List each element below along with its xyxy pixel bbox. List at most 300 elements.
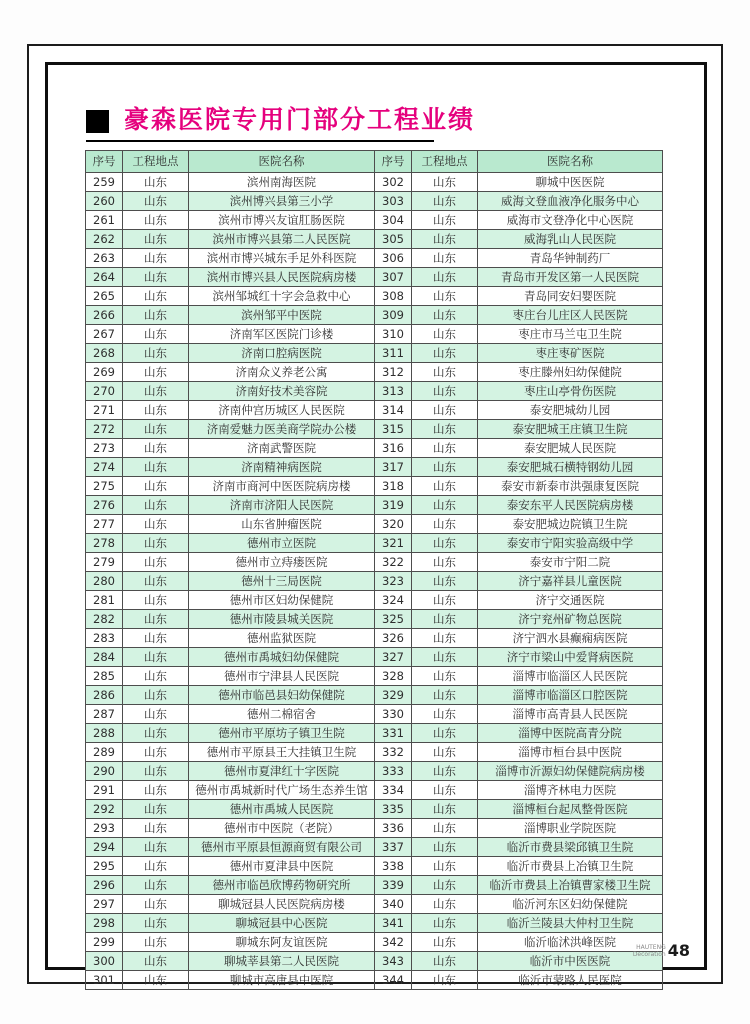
hospital-name-cell: 聊城冠县人民医院病房楼 — [189, 895, 375, 914]
hospital-name-cell: 德州市平原坊子镇卫生院 — [189, 724, 375, 743]
table-row — [86, 838, 663, 857]
serial-cell: 300 — [86, 952, 123, 971]
serial-cell: 293 — [86, 819, 123, 838]
serial-cell: 298 — [86, 914, 123, 933]
hospital-name-cell: 聊城莘县第二人民医院 — [189, 952, 375, 971]
table-row — [86, 876, 663, 895]
hospital-name-cell: 青岛市开发区第一人民医院 — [478, 268, 663, 287]
serial-cell: 335 — [375, 800, 412, 819]
serial-cell: 307 — [375, 268, 412, 287]
location-cell: 山东 — [123, 781, 189, 800]
hospital-name-cell: 枣庄枣矿医院 — [478, 344, 663, 363]
table-row — [86, 800, 663, 819]
location-cell: 山东 — [123, 249, 189, 268]
serial-cell: 305 — [375, 230, 412, 249]
serial-cell: 299 — [86, 933, 123, 952]
table-body — [86, 173, 663, 990]
table-row — [86, 819, 663, 838]
hospital-name-cell: 济南精神病医院 — [189, 458, 375, 477]
hospital-name-cell: 威海市文登净化中心医院 — [478, 211, 663, 230]
hospital-name-cell: 德州市中医院（老院） — [189, 819, 375, 838]
hospital-name-cell: 临沂市费县上冶镇卫生院 — [478, 857, 663, 876]
serial-cell: 270 — [86, 382, 123, 401]
hospital-name-cell: 滨州市博兴城东手足外科医院 — [189, 249, 375, 268]
location-cell: 山东 — [412, 363, 478, 382]
location-cell: 山东 — [123, 971, 189, 990]
hospital-name-cell: 济宁交通医院 — [478, 591, 663, 610]
hospital-name-cell: 德州市禹城妇幼保健院 — [189, 648, 375, 667]
serial-cell: 296 — [86, 876, 123, 895]
table-row — [86, 344, 663, 363]
serial-cell: 264 — [86, 268, 123, 287]
serial-cell: 343 — [375, 952, 412, 971]
location-cell: 山东 — [412, 173, 478, 192]
location-cell: 山东 — [123, 458, 189, 477]
project-performance-table — [85, 150, 663, 990]
location-cell: 山东 — [412, 838, 478, 857]
table-row — [86, 743, 663, 762]
location-cell: 山东 — [123, 762, 189, 781]
title-square-bullet-icon — [86, 110, 109, 133]
table-row — [86, 857, 663, 876]
hospital-name-cell: 滨州博兴县第三小学 — [189, 192, 375, 211]
serial-cell: 316 — [375, 439, 412, 458]
page-number: 48 — [667, 941, 690, 960]
table-row — [86, 192, 663, 211]
location-cell: 山东 — [412, 876, 478, 895]
table-row — [86, 211, 663, 230]
location-cell: 山东 — [412, 933, 478, 952]
location-cell: 山东 — [412, 762, 478, 781]
serial-cell: 315 — [375, 420, 412, 439]
location-cell: 山东 — [412, 971, 478, 990]
location-cell: 山东 — [123, 648, 189, 667]
table-row — [86, 249, 663, 268]
hospital-name-cell: 淄博市桓台县中医院 — [478, 743, 663, 762]
serial-cell: 337 — [375, 838, 412, 857]
hospital-name-cell: 济南市济阳人民医院 — [189, 496, 375, 515]
location-cell: 山东 — [412, 344, 478, 363]
hospital-name-cell: 临沂兰陵县大仲村卫生院 — [478, 914, 663, 933]
table-row — [86, 477, 663, 496]
location-cell: 山东 — [412, 705, 478, 724]
table-row — [86, 781, 663, 800]
brand-line2: Decoration — [632, 950, 666, 958]
location-cell: 山东 — [123, 382, 189, 401]
hospital-name-cell: 临沂市费县梁邱镇卫生院 — [478, 838, 663, 857]
hospital-name-cell: 临沂市中医医院 — [478, 952, 663, 971]
hospital-name-cell: 济南口腔病医院 — [189, 344, 375, 363]
header-location-right: 工程地点 — [412, 151, 478, 173]
location-cell: 山东 — [412, 515, 478, 534]
location-cell: 山东 — [412, 724, 478, 743]
hospital-name-cell: 德州市平原县恒源商贸有限公司 — [189, 838, 375, 857]
location-cell: 山东 — [412, 781, 478, 800]
table-header-row — [86, 151, 663, 173]
location-cell: 山东 — [123, 895, 189, 914]
location-cell: 山东 — [123, 933, 189, 952]
location-cell: 山东 — [123, 173, 189, 192]
serial-cell: 331 — [375, 724, 412, 743]
table-row — [86, 971, 663, 990]
location-cell: 山东 — [123, 876, 189, 895]
hospital-name-cell: 淄博职业学院医院 — [478, 819, 663, 838]
hospital-name-cell: 德州市陵县城关医院 — [189, 610, 375, 629]
hospital-name-cell: 济南仲宫历城区人民医院 — [189, 401, 375, 420]
serial-cell: 284 — [86, 648, 123, 667]
hospital-name-cell: 济宁兖州矿物总医院 — [478, 610, 663, 629]
hospital-name-cell: 滨州市博兴友谊肛肠医院 — [189, 211, 375, 230]
hospital-name-cell: 德州市夏津红十字医院 — [189, 762, 375, 781]
location-cell: 山东 — [412, 686, 478, 705]
serial-cell: 313 — [375, 382, 412, 401]
table-row — [86, 914, 663, 933]
hospital-name-cell: 德州市禹城人民医院 — [189, 800, 375, 819]
header-hospital-right: 医院名称 — [478, 151, 663, 173]
hospital-name-cell: 滨州邹平中医院 — [189, 306, 375, 325]
table-row — [86, 439, 663, 458]
serial-cell: 318 — [375, 477, 412, 496]
location-cell: 山东 — [123, 800, 189, 819]
hospital-name-cell: 泰安肥城人民医院 — [478, 439, 663, 458]
hospital-name-cell: 淄博桓台起凤整骨医院 — [478, 800, 663, 819]
location-cell: 山东 — [123, 724, 189, 743]
serial-cell: 295 — [86, 857, 123, 876]
table-row — [86, 629, 663, 648]
serial-cell: 319 — [375, 496, 412, 515]
hospital-name-cell: 泰安东平人民医院病房楼 — [478, 496, 663, 515]
hospital-name-cell: 聊城市高唐县中医院 — [189, 971, 375, 990]
location-cell: 山东 — [123, 439, 189, 458]
location-cell: 山东 — [123, 192, 189, 211]
serial-cell: 277 — [86, 515, 123, 534]
table-row — [86, 458, 663, 477]
table-row — [86, 933, 663, 952]
serial-cell: 306 — [375, 249, 412, 268]
header-serial-right: 序号 — [375, 151, 412, 173]
location-cell: 山东 — [412, 382, 478, 401]
table-row — [86, 325, 663, 344]
hospital-name-cell: 德州监狱医院 — [189, 629, 375, 648]
table-row — [86, 496, 663, 515]
hospital-name-cell: 泰安肥城王庄镇卫生院 — [478, 420, 663, 439]
serial-cell: 301 — [86, 971, 123, 990]
serial-cell: 338 — [375, 857, 412, 876]
serial-cell: 344 — [375, 971, 412, 990]
table-row — [86, 287, 663, 306]
location-cell: 山东 — [123, 553, 189, 572]
serial-cell: 292 — [86, 800, 123, 819]
hospital-name-cell: 济宁市梁山中爱肾病医院 — [478, 648, 663, 667]
location-cell: 山东 — [412, 230, 478, 249]
serial-cell: 297 — [86, 895, 123, 914]
location-cell: 山东 — [123, 287, 189, 306]
location-cell: 山东 — [123, 515, 189, 534]
location-cell: 山东 — [123, 629, 189, 648]
serial-cell: 268 — [86, 344, 123, 363]
serial-cell: 281 — [86, 591, 123, 610]
hospital-name-cell: 泰安市宁阳实验高级中学 — [478, 534, 663, 553]
serial-cell: 308 — [375, 287, 412, 306]
hospital-name-cell: 泰安肥城幼儿园 — [478, 401, 663, 420]
hospital-name-cell: 德州市立痔瘘医院 — [189, 553, 375, 572]
location-cell: 山东 — [412, 667, 478, 686]
serial-cell: 320 — [375, 515, 412, 534]
serial-cell: 283 — [86, 629, 123, 648]
serial-cell: 290 — [86, 762, 123, 781]
table-row — [86, 952, 663, 971]
hospital-name-cell: 泰安市新泰市洪强康复医院 — [478, 477, 663, 496]
hospital-name-cell: 聊城冠县中心医院 — [189, 914, 375, 933]
hospital-name-cell: 威海乳山人民医院 — [478, 230, 663, 249]
location-cell: 山东 — [123, 268, 189, 287]
location-cell: 山东 — [412, 306, 478, 325]
serial-cell: 279 — [86, 553, 123, 572]
serial-cell: 326 — [375, 629, 412, 648]
hospital-name-cell: 济南好技术美容院 — [189, 382, 375, 401]
table-row — [86, 363, 663, 382]
location-cell: 山东 — [412, 743, 478, 762]
hospital-name-cell: 德州市临邑县妇幼保健院 — [189, 686, 375, 705]
table-row — [86, 724, 663, 743]
location-cell: 山东 — [123, 211, 189, 230]
hospital-name-cell: 山东省肿瘤医院 — [189, 515, 375, 534]
serial-cell: 259 — [86, 173, 123, 192]
location-cell: 山东 — [123, 230, 189, 249]
hospital-name-cell: 淄博中医院高青分院 — [478, 724, 663, 743]
hospital-name-cell: 淄博齐林电力医院 — [478, 781, 663, 800]
location-cell: 山东 — [412, 648, 478, 667]
serial-cell: 272 — [86, 420, 123, 439]
serial-cell: 309 — [375, 306, 412, 325]
serial-cell: 267 — [86, 325, 123, 344]
serial-cell: 329 — [375, 686, 412, 705]
location-cell: 山东 — [412, 800, 478, 819]
hospital-name-cell: 滨州南海医院 — [189, 173, 375, 192]
hospital-name-cell: 聊城中医医院 — [478, 173, 663, 192]
location-cell: 山东 — [412, 819, 478, 838]
hospital-name-cell: 德州市平原县王大挂镇卫生院 — [189, 743, 375, 762]
hospital-name-cell: 临沂河东区妇幼保健院 — [478, 895, 663, 914]
hospital-name-cell: 淄博市沂源妇幼保健院病房楼 — [478, 762, 663, 781]
hospital-name-cell: 青岛华钟制药厂 — [478, 249, 663, 268]
serial-cell: 273 — [86, 439, 123, 458]
table-row — [86, 591, 663, 610]
table-row — [86, 173, 663, 192]
table-row — [86, 306, 663, 325]
hospital-name-cell: 德州市区妇幼保健院 — [189, 591, 375, 610]
serial-cell: 286 — [86, 686, 123, 705]
location-cell: 山东 — [412, 287, 478, 306]
table-row — [86, 382, 663, 401]
serial-cell: 332 — [375, 743, 412, 762]
title-block — [86, 100, 475, 136]
serial-cell: 325 — [375, 610, 412, 629]
table-row — [86, 686, 663, 705]
hospital-name-cell: 泰安肥城边院镇卫生院 — [478, 515, 663, 534]
page-footer — [598, 941, 690, 960]
serial-cell: 336 — [375, 819, 412, 838]
location-cell: 山东 — [123, 743, 189, 762]
location-cell: 山东 — [123, 914, 189, 933]
location-cell: 山东 — [123, 686, 189, 705]
hospital-name-cell: 德州市临邑欣博药物研究所 — [189, 876, 375, 895]
header-location-left: 工程地点 — [123, 151, 189, 173]
table-row — [86, 762, 663, 781]
header-hospital-left: 医院名称 — [189, 151, 375, 173]
location-cell: 山东 — [123, 401, 189, 420]
serial-cell: 266 — [86, 306, 123, 325]
hospital-name-cell: 德州市立医院 — [189, 534, 375, 553]
serial-cell: 275 — [86, 477, 123, 496]
location-cell: 山东 — [412, 857, 478, 876]
serial-cell: 260 — [86, 192, 123, 211]
location-cell: 山东 — [123, 496, 189, 515]
table-row — [86, 553, 663, 572]
hospital-name-cell: 临沂市蒙路人民医院 — [478, 971, 663, 990]
title-underline — [86, 140, 434, 142]
location-cell: 山东 — [412, 610, 478, 629]
hospital-name-cell: 德州二棉宿舍 — [189, 705, 375, 724]
location-cell: 山东 — [412, 325, 478, 344]
serial-cell: 317 — [375, 458, 412, 477]
serial-cell: 261 — [86, 211, 123, 230]
serial-cell: 333 — [375, 762, 412, 781]
location-cell: 山东 — [123, 857, 189, 876]
location-cell: 山东 — [123, 952, 189, 971]
table-row — [86, 610, 663, 629]
location-cell: 山东 — [412, 401, 478, 420]
location-cell: 山东 — [123, 572, 189, 591]
serial-cell: 304 — [375, 211, 412, 230]
hospital-name-cell: 淄博市高青县人民医院 — [478, 705, 663, 724]
serial-cell: 340 — [375, 895, 412, 914]
serial-cell: 314 — [375, 401, 412, 420]
serial-cell: 327 — [375, 648, 412, 667]
hospital-name-cell: 泰安市宁阳二院 — [478, 553, 663, 572]
location-cell: 山东 — [123, 306, 189, 325]
location-cell: 山东 — [412, 477, 478, 496]
table-row — [86, 420, 663, 439]
location-cell: 山东 — [123, 363, 189, 382]
location-cell: 山东 — [123, 819, 189, 838]
hospital-name-cell: 滨州市博兴县人民医院病房楼 — [189, 268, 375, 287]
serial-cell: 302 — [375, 173, 412, 192]
hospital-name-cell: 青岛同安妇婴医院 — [478, 287, 663, 306]
table-row — [86, 230, 663, 249]
location-cell: 山东 — [412, 572, 478, 591]
serial-cell: 330 — [375, 705, 412, 724]
serial-cell: 328 — [375, 667, 412, 686]
header-serial-left: 序号 — [86, 151, 123, 173]
hospital-name-cell: 枣庄山亭骨伤医院 — [478, 382, 663, 401]
serial-cell: 321 — [375, 534, 412, 553]
brand-logo — [633, 944, 666, 958]
serial-cell: 278 — [86, 534, 123, 553]
serial-cell: 291 — [86, 781, 123, 800]
table-row — [86, 705, 663, 724]
hospital-name-cell: 枣庄市马兰屯卫生院 — [478, 325, 663, 344]
location-cell: 山东 — [412, 534, 478, 553]
location-cell: 山东 — [412, 952, 478, 971]
hospital-name-cell: 临沂临沭洪峰医院 — [478, 933, 663, 952]
location-cell: 山东 — [412, 268, 478, 287]
location-cell: 山东 — [123, 610, 189, 629]
serial-cell: 334 — [375, 781, 412, 800]
location-cell: 山东 — [123, 534, 189, 553]
hospital-name-cell: 枣庄台儿庄区人民医院 — [478, 306, 663, 325]
location-cell: 山东 — [123, 705, 189, 724]
hospital-name-cell: 滨州市博兴县第二人民医院 — [189, 230, 375, 249]
hospital-name-cell: 济南武警医院 — [189, 439, 375, 458]
hospital-name-cell: 威海文登血液净化服务中心 — [478, 192, 663, 211]
serial-cell: 276 — [86, 496, 123, 515]
location-cell: 山东 — [412, 591, 478, 610]
location-cell: 山东 — [412, 211, 478, 230]
serial-cell: 262 — [86, 230, 123, 249]
serial-cell: 303 — [375, 192, 412, 211]
serial-cell: 310 — [375, 325, 412, 344]
brand-line1: HAUTENG — [636, 943, 666, 951]
hospital-name-cell: 济南爱魅力医美商学院办公楼 — [189, 420, 375, 439]
location-cell: 山东 — [412, 458, 478, 477]
serial-cell: 294 — [86, 838, 123, 857]
location-cell: 山东 — [412, 496, 478, 515]
serial-cell: 274 — [86, 458, 123, 477]
hospital-name-cell: 济南军区医院门诊楼 — [189, 325, 375, 344]
location-cell: 山东 — [412, 249, 478, 268]
serial-cell: 342 — [375, 933, 412, 952]
serial-cell: 289 — [86, 743, 123, 762]
serial-cell: 288 — [86, 724, 123, 743]
location-cell: 山东 — [412, 895, 478, 914]
serial-cell: 263 — [86, 249, 123, 268]
hospital-name-cell: 济南市商河中医医院病房楼 — [189, 477, 375, 496]
location-cell: 山东 — [123, 344, 189, 363]
table-row — [86, 534, 663, 553]
serial-cell: 341 — [375, 914, 412, 933]
serial-cell: 280 — [86, 572, 123, 591]
hospital-name-cell: 淄博市临淄区人民医院 — [478, 667, 663, 686]
serial-cell: 287 — [86, 705, 123, 724]
location-cell: 山东 — [412, 914, 478, 933]
serial-cell: 311 — [375, 344, 412, 363]
hospital-name-cell: 滨州邹城红十字会急救中心 — [189, 287, 375, 306]
location-cell: 山东 — [123, 477, 189, 496]
serial-cell: 265 — [86, 287, 123, 306]
table-row — [86, 515, 663, 534]
table-row — [86, 667, 663, 686]
table-row — [86, 648, 663, 667]
location-cell: 山东 — [123, 420, 189, 439]
location-cell: 山东 — [412, 629, 478, 648]
page-title: 豪森医院专用门部分工程业绩 — [124, 105, 476, 134]
hospital-name-cell: 济宁泗水县癫痫病医院 — [478, 629, 663, 648]
hospital-name-cell: 泰安肥城石横特钢幼儿园 — [478, 458, 663, 477]
hospital-name-cell: 德州市宁津县人民医院 — [189, 667, 375, 686]
hospital-name-cell: 济南众义养老公寓 — [189, 363, 375, 382]
serial-cell: 282 — [86, 610, 123, 629]
location-cell: 山东 — [412, 192, 478, 211]
location-cell: 山东 — [412, 420, 478, 439]
hospital-name-cell: 济宁嘉祥县儿童医院 — [478, 572, 663, 591]
location-cell: 山东 — [123, 838, 189, 857]
hospital-name-cell: 枣庄滕州妇幼保健院 — [478, 363, 663, 382]
hospital-name-cell: 临沂市费县上冶镇曹家楼卫生院 — [478, 876, 663, 895]
location-cell: 山东 — [412, 553, 478, 572]
serial-cell: 322 — [375, 553, 412, 572]
serial-cell: 285 — [86, 667, 123, 686]
